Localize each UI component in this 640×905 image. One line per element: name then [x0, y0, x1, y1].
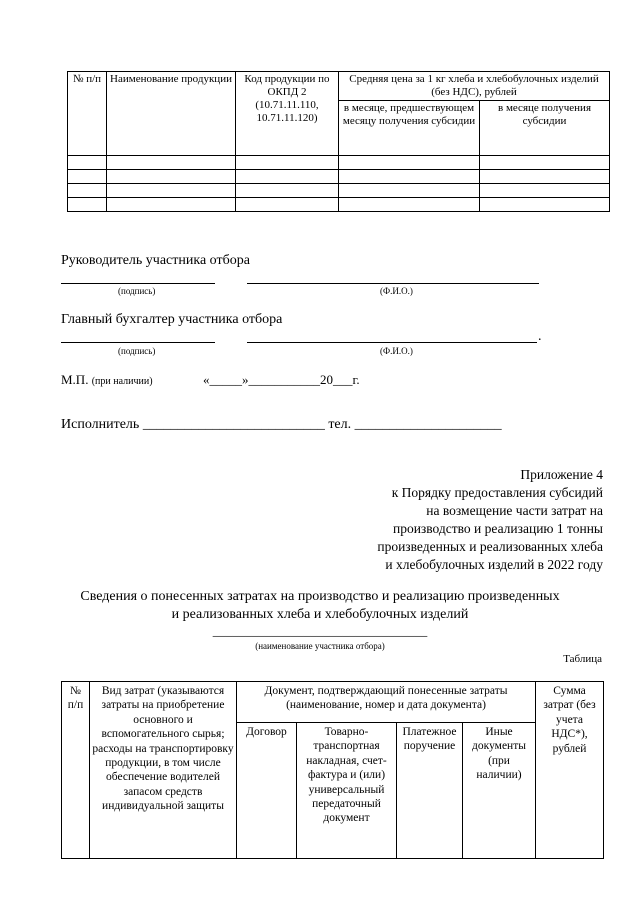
table-row	[68, 156, 610, 170]
table-row	[68, 170, 610, 184]
mp-label	[61, 372, 153, 388]
executor-label: Исполнитель	[61, 417, 140, 432]
col-payment-header: Платежное поручение	[397, 723, 463, 859]
col-sum-header: Сумма затрат (без учета НДС*), рублей	[536, 682, 604, 859]
col-other-header: Иные документы (при наличии)	[463, 723, 536, 859]
accountant-label: Главный бухгалтер участника отбора	[61, 312, 283, 327]
col-price-curr-header: в месяце получения субсидии	[480, 101, 610, 156]
fio-caption: (Ф.И.О.)	[380, 286, 413, 296]
mp-text: М.П.	[61, 372, 89, 387]
col-cost-type-header: Вид затрат (указываются затраты на приобретение основного и вспомогательного сырья; расходы на транспортировку продукции, в том числе обеспечение водителей запасом средств индивидуальной защиты	[90, 682, 237, 859]
date-line: «_____»___________20___г.	[203, 372, 360, 387]
col-num-header: № п/п	[68, 72, 107, 156]
appendix-line: Приложение 4	[520, 467, 603, 482]
report-title-line: и реализованных хлеба и хлебобулочных изделий	[171, 607, 469, 622]
head-fio-line	[247, 283, 539, 284]
accountant-dot: .	[538, 329, 542, 344]
appendix-block	[377, 466, 603, 574]
costs-table	[61, 681, 604, 859]
head-label: Руководитель участника отбора	[61, 253, 250, 268]
appendix-line: произведенных и реализованных хлеба	[377, 539, 603, 554]
col-name-header: Наименование продукции	[107, 72, 236, 156]
appendix-line: производство и реализацию 1 тонны	[392, 521, 603, 536]
col-contract-header: Договор	[237, 723, 297, 859]
price-table	[67, 71, 610, 212]
executor-row	[61, 417, 502, 433]
appendix-line: на возмещение части затрат на	[426, 503, 603, 518]
report-title	[0, 588, 640, 624]
col-code-header: Код продукции по ОКПД 2 (10.71.11.110, 10.71.11.120)	[236, 72, 339, 156]
col-price-header: Средняя цена за 1 кг хлеба и хлебобулочных изделий (без НДС), рублей	[339, 72, 610, 101]
appendix-line: и хлебобулочных изделий в 2022 году	[385, 557, 603, 572]
participant-name-line: _________________________________	[212, 623, 428, 638]
col-waybill-header: Товарно-транспортная накладная, счет-фактура и (или) универсальный передаточный документ	[297, 723, 397, 859]
mp-note: (при наличии)	[91, 376, 153, 387]
sign-caption: (подпись)	[118, 346, 156, 356]
tel-label: тел.	[328, 417, 352, 432]
table-row	[68, 198, 610, 212]
table-label: Таблица	[563, 653, 602, 665]
col-document-header: Документ, подтверждающий понесенные затраты (наименование, номер и дата документа)	[237, 682, 536, 723]
col-price-prev-header: в месяце, предшествующем месяцу получения субсидии	[339, 101, 480, 156]
col-num-header: № п/п	[62, 682, 90, 859]
tel-line: _____________________	[354, 417, 502, 432]
head-sign-line	[61, 283, 215, 284]
participant-name-caption: (наименование участника отбора)	[255, 641, 385, 651]
appendix-line: к Порядку предоставления субсидий	[391, 485, 603, 500]
table-row	[68, 184, 610, 198]
fio-caption: (Ф.И.О.)	[380, 346, 413, 356]
sign-caption: (подпись)	[118, 286, 156, 296]
accountant-fio-line	[247, 342, 537, 343]
report-title-line: Сведения о понесенных затратах на производство и реализацию произведенных	[80, 589, 560, 604]
accountant-sign-line	[61, 342, 215, 343]
executor-line: __________________________	[142, 417, 325, 432]
